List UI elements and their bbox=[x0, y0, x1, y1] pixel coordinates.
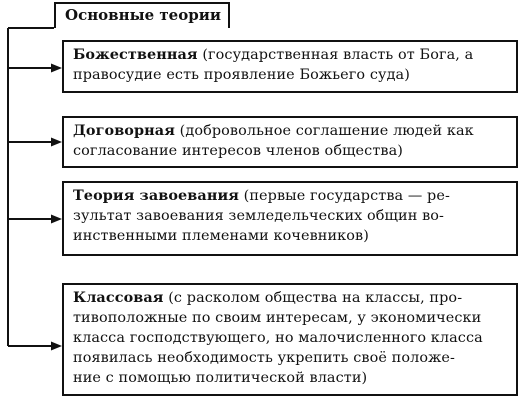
arrow-to-divine-theory bbox=[8, 64, 62, 73]
conquest-theory-line-1: Теория завоевания (первые государства — ре- bbox=[73, 187, 450, 204]
conquest-theory-line-3: инственными племенами кочевников) bbox=[73, 228, 369, 244]
conquest-theory-title: Теория завоевания bbox=[73, 187, 239, 204]
arrow-to-conquest-theory bbox=[8, 215, 62, 224]
class-theory-line-1: Классовая (с расколом общества на классы, про- bbox=[73, 289, 463, 306]
divine-theory-line-1: Божественная (государственная власть от Бога, а bbox=[73, 46, 474, 63]
conquest-theory-line-2: зультат завоевания земледельческих общин во- bbox=[73, 208, 445, 224]
contract-theory-line-1: Договорная (добровольное соглашение людей как bbox=[73, 122, 474, 139]
main-theories-header bbox=[54, 2, 230, 28]
contract-theory-box bbox=[62, 116, 518, 168]
class-theory-box bbox=[62, 283, 518, 396]
class-theory-title: Классовая bbox=[73, 289, 164, 306]
class-theory-line-5: ние с помощью политической власти) bbox=[73, 370, 368, 386]
contract-theory-line-2: согласование интересов членов общества) bbox=[73, 143, 403, 159]
contract-theory-title: Договорная bbox=[73, 122, 175, 139]
arrow-to-contract-theory bbox=[8, 138, 62, 147]
class-theory-line-4: появилась необходимость укрепить своё положе- bbox=[73, 350, 456, 366]
conquest-theory-box bbox=[62, 181, 518, 256]
divine-theory-title: Божественная bbox=[73, 46, 198, 63]
main-theories-title: Основные теории bbox=[65, 6, 221, 24]
class-theory-line-3: класса господствующего, но малочисленного класса bbox=[73, 330, 483, 346]
divine-theory-box bbox=[62, 40, 518, 93]
arrow-to-class-theory bbox=[8, 342, 62, 351]
class-theory-line-2: тивоположные по своим интересам, у экономически bbox=[73, 310, 482, 326]
divine-theory-line-2: правосудие есть проявление Божьего суда) bbox=[73, 67, 410, 83]
